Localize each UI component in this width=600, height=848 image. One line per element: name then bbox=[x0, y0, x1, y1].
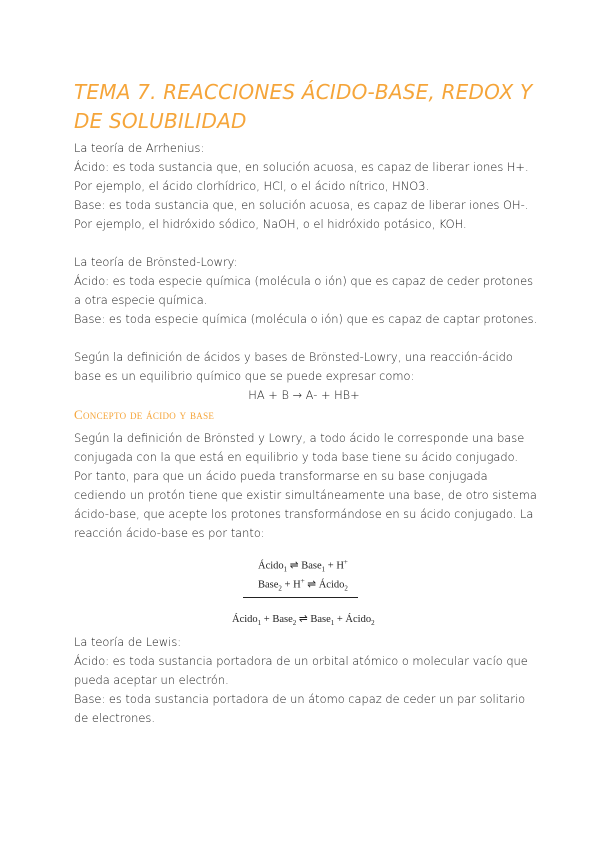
arrhenius-line: Por ejemplo, el ácido clorhídrico, HCl, o el ácido nítrico, HNO3. bbox=[74, 179, 430, 193]
lewis-heading: La teoría de Lewis: bbox=[74, 635, 182, 649]
bronsted-line: Ácido: es toda especie química (molécula o ión) que es capaz de ceder protones bbox=[74, 274, 534, 288]
bronsted-equilibrium-line: Según la definición de ácidos y bases de Brönsted-Lowry, una reacción-ácido bbox=[74, 350, 513, 364]
lewis-line: pueda aceptar un electrón. bbox=[74, 673, 229, 687]
lewis-line: Base: es toda sustancia portadora de un átomo capaz de ceder un par solitario bbox=[74, 692, 526, 706]
concept-line: Según la definición de Brönsted y Lowry, a todo ácido le corresponde una base bbox=[74, 431, 525, 445]
equation-divider bbox=[243, 597, 358, 598]
concept-line: cediendo un protón tiene que existir simultáneamente una base, de otro sistema bbox=[74, 488, 537, 502]
equation-base2: Base$_2$ + H+ ⇌ Ácido$_2$ bbox=[258, 577, 348, 593]
arrhenius-heading: La teoría de Arrhenius: bbox=[74, 141, 205, 155]
bronsted-heading: La teoría de Brönsted-Lowry: bbox=[74, 255, 238, 269]
page-title: TEMA 7. REACCIONES ÁCIDO-BASE, REDOX Y DE SOLUBILIDAD bbox=[74, 80, 533, 133]
bronsted-line: Base: es toda especie química (molécula o ión) que es capaz de captar protones. bbox=[74, 312, 538, 326]
equation-acid1: Ácido$_1$ ⇌ Base$_1$ + H+ bbox=[258, 558, 348, 574]
concept-line: conjugada con la que está en equilibrio y toda base tiene su ácido conjugado. bbox=[74, 450, 519, 464]
arrhenius-line: Ácido: es toda sustancia que, en solución acuosa, es capaz de liberar iones H+. bbox=[74, 160, 529, 174]
concept-line: ácido-base, que acepte los protones transformándose en su ácido conjugado. La bbox=[74, 507, 534, 521]
lewis-line: de electrones. bbox=[74, 711, 155, 725]
concept-line: reacción ácido-base es por tanto: bbox=[74, 526, 265, 540]
equation-sum: Ácido$_1$ + Base$_2$ ⇌ Base$_1$ + Ácido$_2$ bbox=[232, 614, 375, 628]
arrhenius-line: Base: es toda sustancia que, en solución acuosa, es capaz de liberar iones OH-. bbox=[74, 198, 529, 212]
arrhenius-line: Por ejemplo, el hidróxido sódico, NaOH, o el hidróxido potásico, KOH. bbox=[74, 217, 467, 231]
concept-line: Por tanto, para que un ácido pueda transformarse en su base conjugada bbox=[74, 469, 488, 483]
section-subtitle: Concepto de ácido y base bbox=[74, 407, 215, 422]
lewis-line: Ácido: es toda sustancia portadora de un orbital atómico o molecular vacío que bbox=[74, 654, 528, 668]
bronsted-equilibrium-line: base es un equilibrio químico que se puede expresar como: bbox=[74, 369, 415, 383]
bronsted-line: a otra especie química. bbox=[74, 293, 208, 307]
bronsted-equation: HA + B → A- + HB+ bbox=[248, 388, 360, 402]
